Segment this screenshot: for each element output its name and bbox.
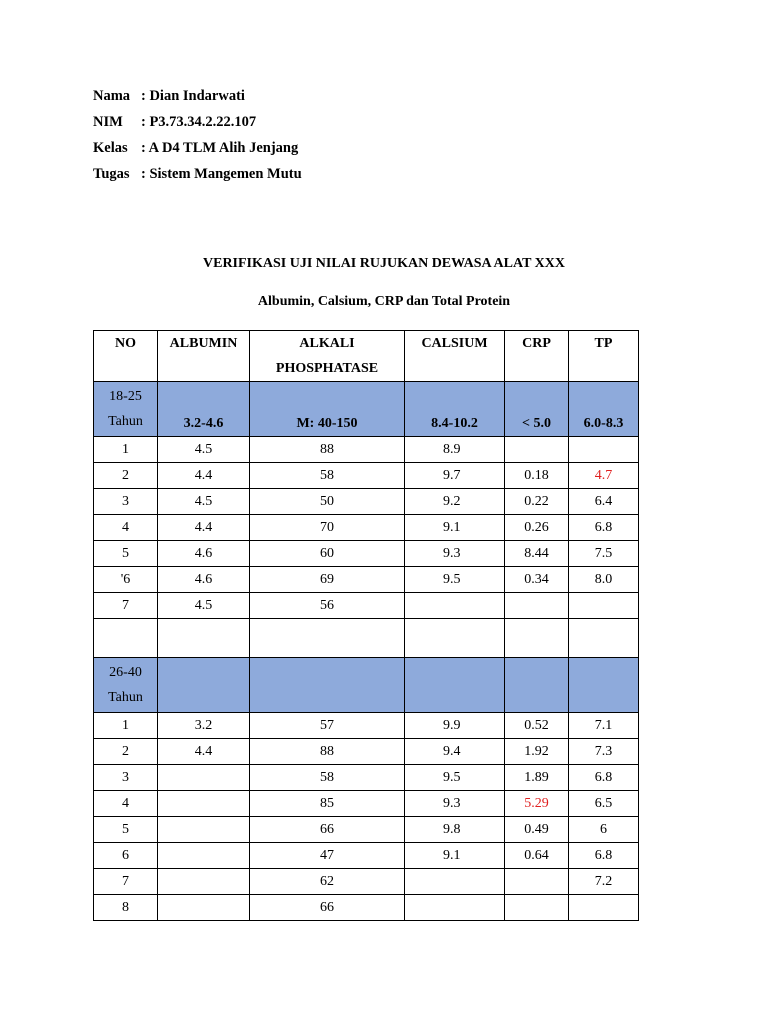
cell-no: '6 bbox=[94, 567, 158, 593]
cell-albumin: 4.5 bbox=[158, 489, 250, 515]
cell-tp bbox=[569, 593, 639, 619]
cell-crp: 0.34 bbox=[505, 567, 569, 593]
cell-no: 7 bbox=[94, 593, 158, 619]
group1-band bbox=[94, 382, 639, 437]
cell-no: 3 bbox=[94, 489, 158, 515]
document-subtitle: Albumin, Calsium, CRP dan Total Protein bbox=[257, 294, 511, 309]
cell-tp: 6.8 bbox=[569, 515, 639, 541]
header-alkali bbox=[250, 331, 405, 382]
cell-alkali: 69 bbox=[250, 567, 405, 593]
cell-albumin: 4.4 bbox=[158, 739, 250, 765]
cell-tp: 7.1 bbox=[569, 713, 639, 739]
cell-calsium: 9.3 bbox=[405, 541, 505, 567]
empty-cell bbox=[158, 619, 250, 658]
cell-calsium bbox=[405, 895, 505, 921]
table-row bbox=[94, 541, 639, 567]
cell-alkali: 66 bbox=[250, 817, 405, 843]
table-row bbox=[94, 593, 639, 619]
cell-calsium: 8.9 bbox=[405, 437, 505, 463]
cell-calsium: 9.5 bbox=[405, 765, 505, 791]
cell-crp: 1.89 bbox=[505, 765, 569, 791]
band-cell bbox=[158, 658, 250, 713]
cell-alkali: 50 bbox=[250, 489, 405, 515]
range-calsium: 8.4-10.2 bbox=[405, 382, 505, 437]
cell-crp: 0.52 bbox=[505, 713, 569, 739]
cell-albumin: 3.2 bbox=[158, 713, 250, 739]
cell-calsium: 9.4 bbox=[405, 739, 505, 765]
cell-no: 8 bbox=[94, 895, 158, 921]
empty-cell bbox=[569, 619, 639, 658]
cell-calsium: 9.8 bbox=[405, 817, 505, 843]
info-tugas bbox=[93, 164, 302, 190]
tugas-label: Tugas bbox=[93, 166, 130, 182]
cell-no: 2 bbox=[94, 463, 158, 489]
header-crp: CRP bbox=[505, 331, 569, 382]
cell-no: 4 bbox=[94, 515, 158, 541]
info-nim bbox=[93, 112, 302, 138]
cell-crp bbox=[505, 593, 569, 619]
nim-value: : P3.73.34.2.22.107 bbox=[141, 114, 257, 130]
cell-alkali: 66 bbox=[250, 895, 405, 921]
table-row bbox=[94, 765, 639, 791]
cell-tp: 6.8 bbox=[569, 843, 639, 869]
cell-tp bbox=[569, 437, 639, 463]
group2-band bbox=[94, 658, 639, 713]
cell-crp: 0.26 bbox=[505, 515, 569, 541]
cell-crp: 0.64 bbox=[505, 843, 569, 869]
cell-crp: 5.29 bbox=[505, 791, 569, 817]
cell-crp: 0.49 bbox=[505, 817, 569, 843]
header-albumin: ALBUMIN bbox=[158, 331, 250, 382]
cell-alkali: 57 bbox=[250, 713, 405, 739]
cell-crp bbox=[505, 895, 569, 921]
cell-alkali: 62 bbox=[250, 869, 405, 895]
nim-label: NIM bbox=[93, 114, 123, 130]
cell-no: 2 bbox=[94, 739, 158, 765]
student-info bbox=[93, 86, 302, 190]
cell-tp: 4.7 bbox=[569, 463, 639, 489]
table-row bbox=[94, 567, 639, 593]
cell-alkali: 88 bbox=[250, 437, 405, 463]
cell-calsium: 9.7 bbox=[405, 463, 505, 489]
band-cell bbox=[569, 658, 639, 713]
cell-tp: 6.4 bbox=[569, 489, 639, 515]
cell-tp: 7.5 bbox=[569, 541, 639, 567]
kelas-label: Kelas bbox=[93, 140, 128, 156]
cell-tp: 6 bbox=[569, 817, 639, 843]
cell-no: 4 bbox=[94, 791, 158, 817]
cell-no: 1 bbox=[94, 437, 158, 463]
table-row bbox=[94, 463, 639, 489]
group1-label-line1: 18-25 bbox=[109, 389, 142, 404]
table-row bbox=[94, 895, 639, 921]
cell-crp bbox=[505, 869, 569, 895]
range-tp: 6.0-8.3 bbox=[569, 382, 639, 437]
cell-tp bbox=[569, 895, 639, 921]
cell-calsium: 9.1 bbox=[405, 515, 505, 541]
cell-albumin: 4.6 bbox=[158, 541, 250, 567]
band-cell bbox=[250, 658, 405, 713]
range-crp: < 5.0 bbox=[505, 382, 569, 437]
group1-label bbox=[94, 382, 158, 437]
empty-cell bbox=[94, 619, 158, 658]
table-row bbox=[94, 515, 639, 541]
cell-tp: 7.3 bbox=[569, 739, 639, 765]
table-row bbox=[94, 843, 639, 869]
group2-label bbox=[94, 658, 158, 713]
range-alkali: M: 40-150 bbox=[250, 382, 405, 437]
cell-alkali: 70 bbox=[250, 515, 405, 541]
cell-no: 1 bbox=[94, 713, 158, 739]
cell-no: 7 bbox=[94, 869, 158, 895]
cell-calsium: 9.9 bbox=[405, 713, 505, 739]
cell-crp bbox=[505, 437, 569, 463]
table-row bbox=[94, 791, 639, 817]
range-albumin: 3.2-4.6 bbox=[158, 382, 250, 437]
nama-label: Nama bbox=[93, 88, 131, 104]
cell-crp: 8.44 bbox=[505, 541, 569, 567]
empty-cell bbox=[250, 619, 405, 658]
cell-no: 6 bbox=[94, 843, 158, 869]
cell-calsium bbox=[405, 869, 505, 895]
cell-no: 5 bbox=[94, 541, 158, 567]
cell-no: 5 bbox=[94, 817, 158, 843]
table-header-row bbox=[94, 331, 639, 382]
cell-calsium: 9.5 bbox=[405, 567, 505, 593]
cell-albumin: 4.4 bbox=[158, 463, 250, 489]
nama-value: : Dian Indarwati bbox=[141, 88, 245, 104]
cell-albumin bbox=[158, 817, 250, 843]
cell-tp: 7.2 bbox=[569, 869, 639, 895]
cell-calsium: 9.3 bbox=[405, 791, 505, 817]
cell-albumin bbox=[158, 869, 250, 895]
cell-albumin: 4.4 bbox=[158, 515, 250, 541]
band-cell bbox=[405, 658, 505, 713]
table-row bbox=[94, 869, 639, 895]
band-cell bbox=[505, 658, 569, 713]
cell-tp: 6.8 bbox=[569, 765, 639, 791]
cell-alkali: 60 bbox=[250, 541, 405, 567]
cell-calsium: 9.1 bbox=[405, 843, 505, 869]
cell-calsium bbox=[405, 593, 505, 619]
cell-calsium: 9.2 bbox=[405, 489, 505, 515]
document-title: VERIFIKASI UJI NILAI RUJUKAN DEWASA ALAT XXX bbox=[203, 256, 565, 271]
table-row bbox=[94, 437, 639, 463]
header-alkali-line2: PHOSPHATASE bbox=[275, 361, 379, 376]
cell-alkali: 56 bbox=[250, 593, 405, 619]
reference-table bbox=[93, 330, 639, 921]
header-tp: TP bbox=[569, 331, 639, 382]
cell-albumin: 4.5 bbox=[158, 437, 250, 463]
cell-albumin bbox=[158, 895, 250, 921]
cell-alkali: 58 bbox=[250, 463, 405, 489]
empty-cell bbox=[405, 619, 505, 658]
cell-crp: 1.92 bbox=[505, 739, 569, 765]
info-nama bbox=[93, 86, 302, 112]
cell-albumin bbox=[158, 765, 250, 791]
cell-alkali: 58 bbox=[250, 765, 405, 791]
table-row bbox=[94, 739, 639, 765]
cell-no: 3 bbox=[94, 765, 158, 791]
group1-label-line2: Tahun bbox=[108, 414, 143, 429]
cell-albumin bbox=[158, 791, 250, 817]
cell-albumin: 4.6 bbox=[158, 567, 250, 593]
cell-albumin: 4.5 bbox=[158, 593, 250, 619]
cell-alkali: 85 bbox=[250, 791, 405, 817]
cell-alkali: 47 bbox=[250, 843, 405, 869]
group2-label-line1: 26-40 bbox=[109, 665, 142, 680]
kelas-value: : A D4 TLM Alih Jenjang bbox=[141, 140, 299, 156]
table-row bbox=[94, 817, 639, 843]
tugas-value: : Sistem Mangemen Mutu bbox=[141, 166, 302, 182]
header-no: NO bbox=[94, 331, 158, 382]
cell-tp: 6.5 bbox=[569, 791, 639, 817]
header-alkali-line1: ALKALI bbox=[299, 336, 355, 351]
empty-cell bbox=[505, 619, 569, 658]
cell-albumin bbox=[158, 843, 250, 869]
cell-crp: 0.22 bbox=[505, 489, 569, 515]
empty-row bbox=[94, 619, 639, 658]
cell-tp: 8.0 bbox=[569, 567, 639, 593]
group2-label-line2: Tahun bbox=[108, 690, 143, 705]
header-calsium: CALSIUM bbox=[405, 331, 505, 382]
info-kelas bbox=[93, 138, 302, 164]
cell-alkali: 88 bbox=[250, 739, 405, 765]
cell-crp: 0.18 bbox=[505, 463, 569, 489]
table-row bbox=[94, 489, 639, 515]
table-row bbox=[94, 713, 639, 739]
